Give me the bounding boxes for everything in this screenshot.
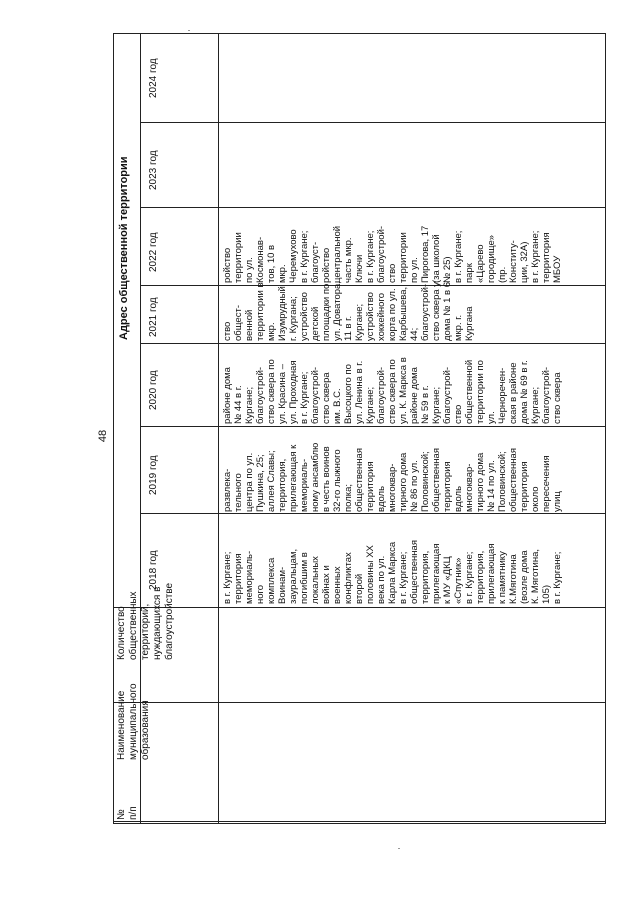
table-border-left [113, 33, 114, 824]
header-count: Количество общественных территорий, нуждающихся в благоустройстве [116, 582, 175, 660]
year-2021: 2021 год [148, 297, 159, 337]
page-number: 48 [97, 429, 109, 443]
sep-count [113, 607, 606, 608]
sep-num [113, 821, 606, 822]
header-num: № п/п [116, 806, 139, 820]
cell-2020: районе дома № 44 в г. Кургане; благоустрой- ство сквера по ул. Красина – ул. Проходная в г. Кургане; благоустрой- ство сквера им. В.С. Высоцкого по ул. Ленина в г. Кургане; благоустрой- ство сквера по ул. К. Маркса в районе дома № 59 в г. Кургане; благоустрой- ство общественной территории по ул. Черноречен- ская в районе дома № 69 в г. Кургане; благоустрой- ство сквера [222, 357, 563, 424]
year-2023: 2023 год [148, 150, 159, 190]
table-border-right [605, 33, 606, 824]
year-2024: 2024 год [148, 58, 159, 98]
cell-2019: развлека- тельного центра по ул. Пушкина, 25; аллея Славы; территория, прилегающая к мемориаль- ному ансамблю в честь воинов 32-го лыжного полка; общественная территория вдоль многоквар- тирного дома № 86 по ул. Половинской; общественная территория вдоль многоквар- тирного дома № 14 по ул. Половинской; общественная территория около пересечения улиц [222, 442, 563, 512]
cell-2021: ство общест- венной территории в мкр. Изумрудный г. Кургана; устройство детской площадки по ул. Доватора, 11 в г. Кургане; устройство хоккейного корта по ул. Карбышева, 44; благоустрой- ство сквера у дома № 1 в 6 мкр. г. Кургана [222, 281, 475, 341]
year-2022: 2022 год [148, 232, 159, 272]
line-after-headerrow [218, 33, 219, 824]
cell-2018: в г. Кургане; территория мемориаль- ного комплекса Воинам- зауральцам, погибшим в локальных войнах и военных конфликтах второй половины XX века по ул. Карла Маркса в г. Кургане; общественная территория, прилегающая к МУ «ДКЦ «Спутник» в г. Кургане; территория, прилегающая к памятнику К.Мяготина (возле дома К. Мяготина, 105) в г. Кургане; [222, 540, 563, 604]
year-2020: 2020 год [148, 370, 159, 410]
sep-name [113, 702, 606, 703]
scan-mark [398, 848, 400, 849]
year-2019: 2019 год [148, 455, 159, 495]
table-border-bottom [113, 823, 606, 824]
year-2018: 2018 год [148, 550, 159, 590]
cell-2022: ройство территории по ул. Космонав- тов, 10 в мкр. Черемухово в г. Кургане; благоуст- ройство центральной часть мкр. Ключи в г. Кургане; благоустрой- ство территории по ул. Пирогова, 17 (за школой № 25) в г. Кургане; парк «Царево городище» (пр. Конститу- ции, 32А) в г. Кургане; территория МБОУ [222, 225, 563, 283]
address-title: Адрес общественной территории [118, 156, 130, 340]
header-name: Наименование муниципального образования [116, 683, 151, 760]
scan-mark [188, 30, 190, 31]
